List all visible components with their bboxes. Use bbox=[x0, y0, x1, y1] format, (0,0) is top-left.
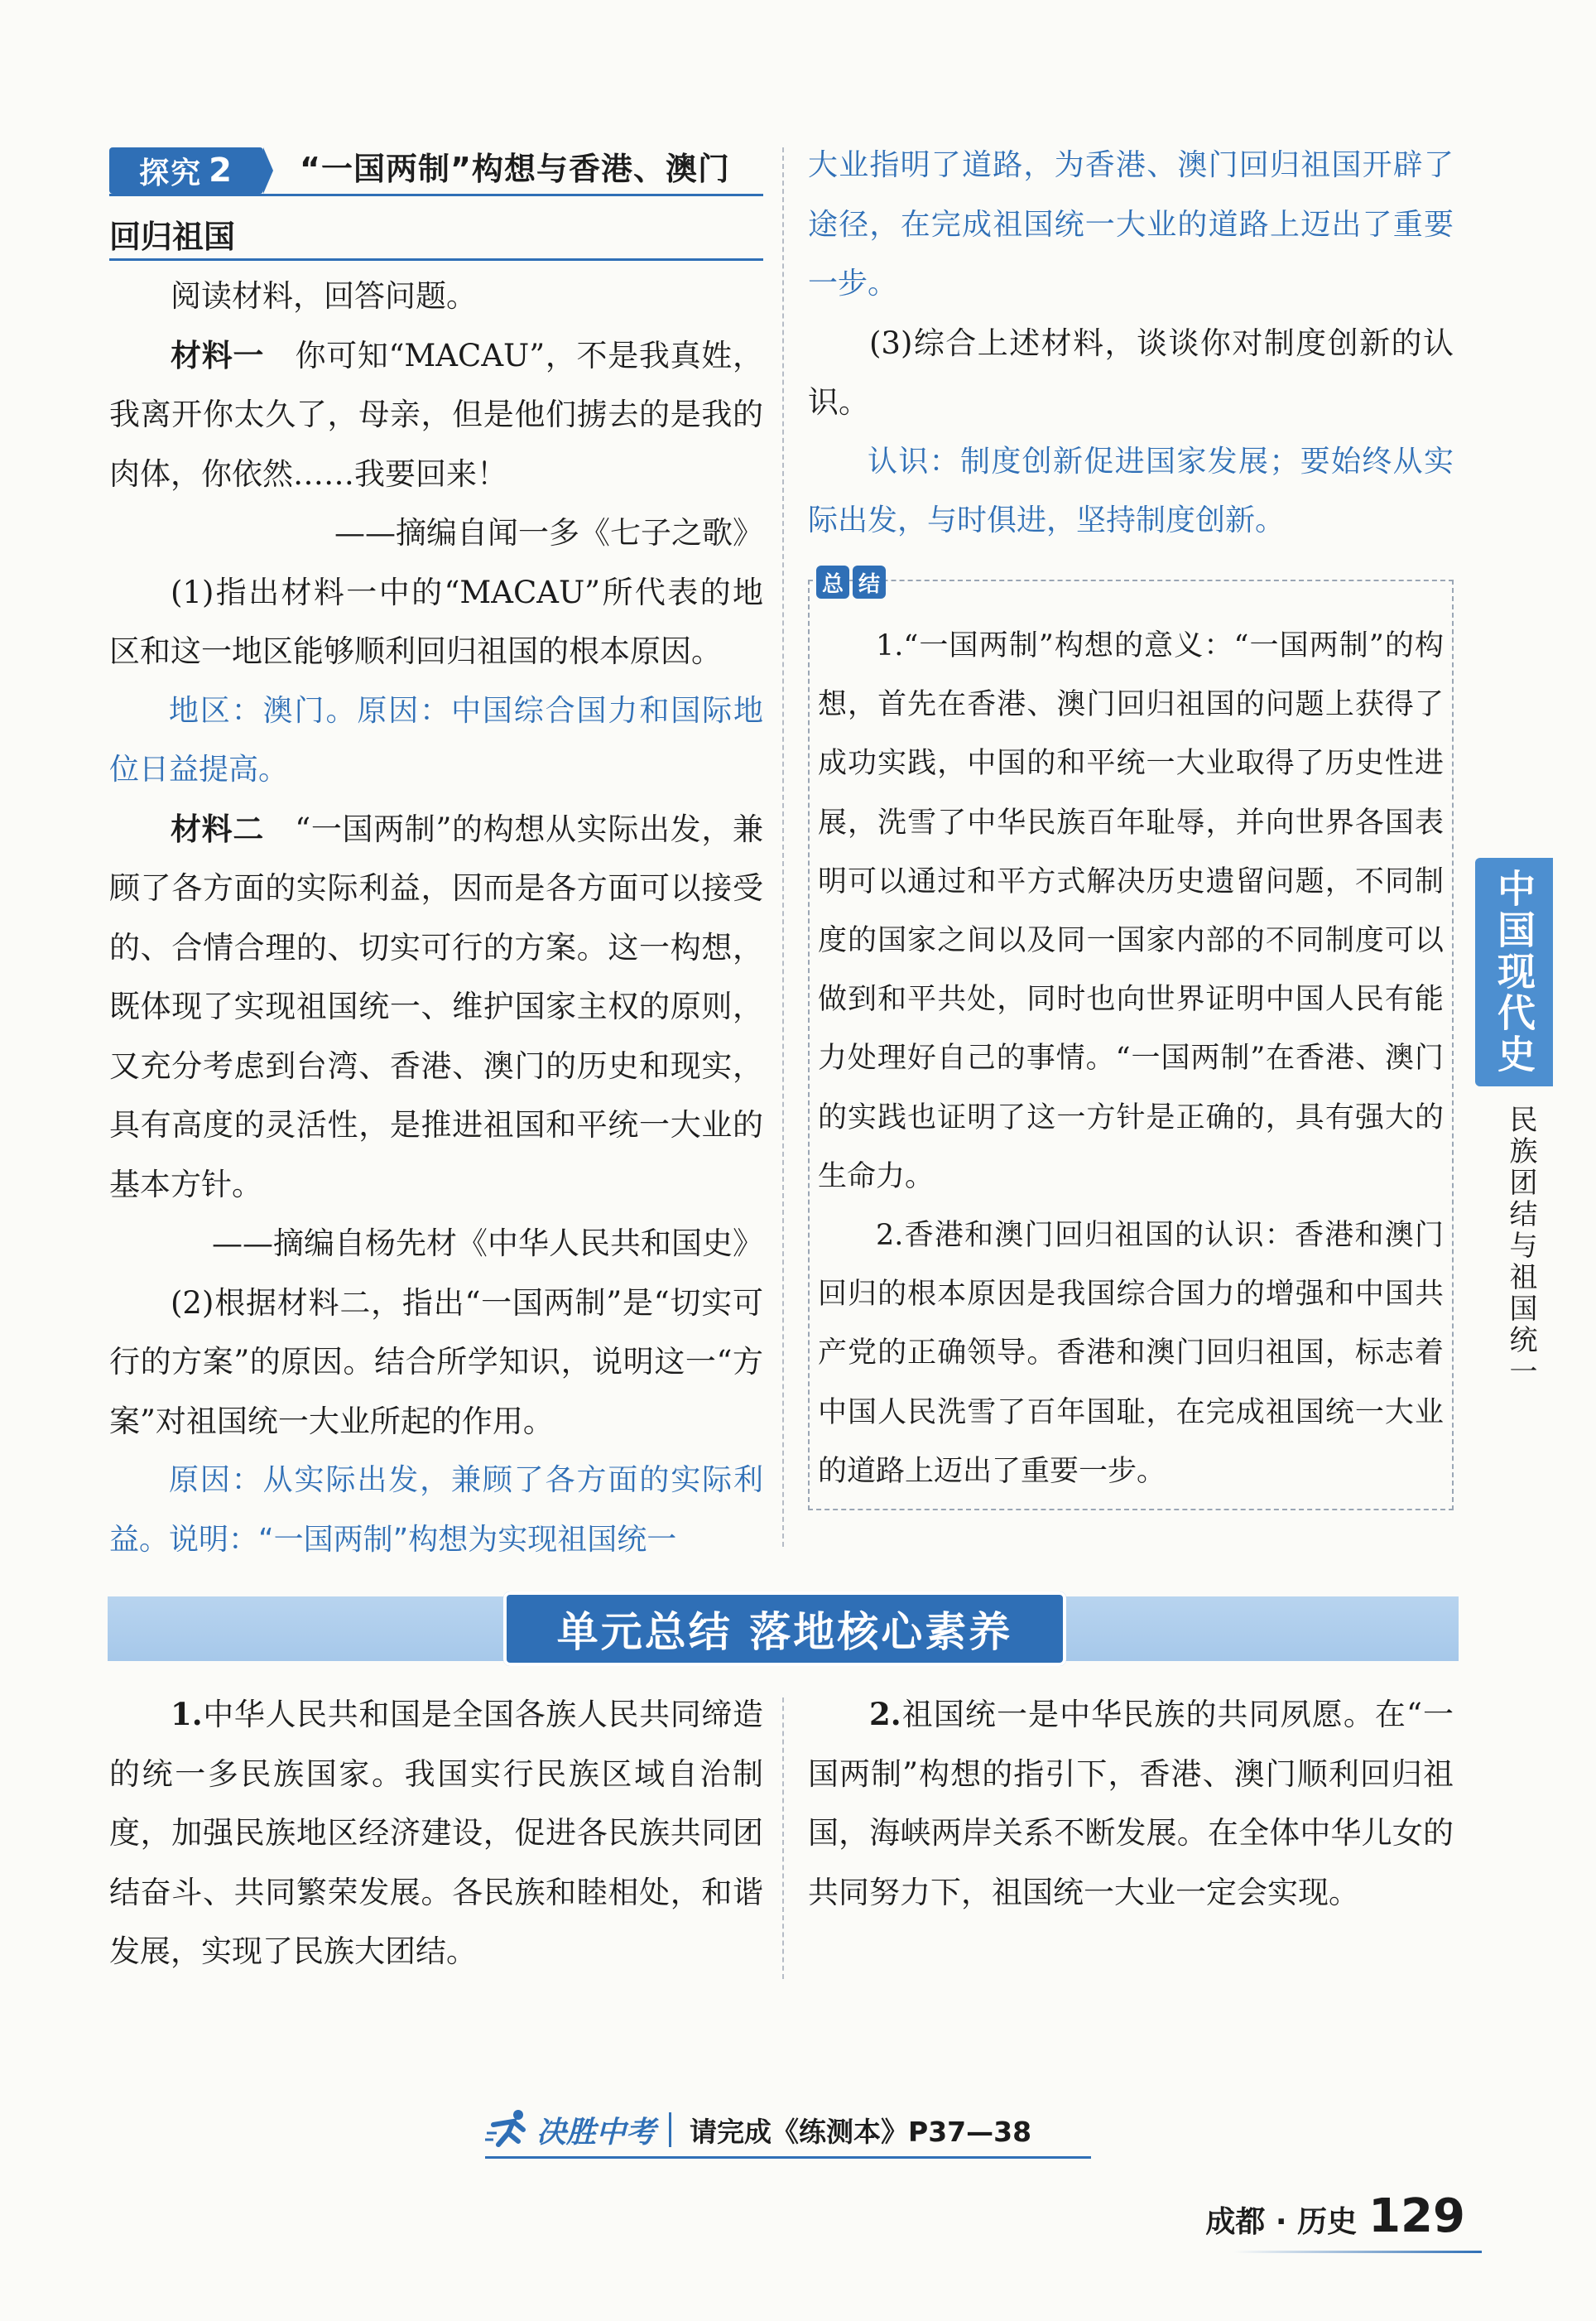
footer-brand: 决胜中考 bbox=[536, 2115, 656, 2150]
summary-item-1: 1.“一国两制”构想的意义：“一国两制”的构想，首先在香港、澳门回归祖国的问题上获得了成功实践，中国的和平统一大业取得了历史性进展，洗雪了中华民族百年耻辱，并向世界各国表明可以通过和平方式解决历史遗留问题，不同制度的国家之间以及同一国家内部的不同制度可以做到和平共处，同时也向世界证明中国人民有能力处理好自己的事情。“一国两制”在香港、澳门的实践也证明了这一方针是正确的，具有强大的生命力。 bbox=[818, 629, 1444, 1193]
answer-2: 原因：从实际出发，兼顾了各方面的实际利益。说明：“一国两制”构想为实现祖国统一 bbox=[109, 1463, 763, 1557]
material-1-label: 材料一 bbox=[171, 336, 265, 373]
region-subject: 成都 · 历史 bbox=[1205, 2205, 1358, 2239]
unit-summary-text-1: 中华人民共和国是全国各族人民共同缔造的统一多民族国家。我国实行民族区域自治制度，加强民族地区经济建设，促进各民族共同团结奋斗、共同繁荣发展。各民族和睦相处，和谐发展，实现了民族大团结。 bbox=[109, 1697, 763, 1969]
material-2 bbox=[109, 800, 763, 1215]
summary-item-2: 2.香港和澳门回归祖国的认识：香港和澳门回归的根本原因是我国综合国力的增强和中国共产党的正确领导。香港和澳门回归祖国，标志着中国人民洗雪了百年国耻，在完成祖国统一大业的道路上迈出了重要一步。 bbox=[818, 1219, 1444, 1488]
unit-banner-title: 单元总结 落地核心素养 bbox=[503, 1591, 1066, 1666]
section-tag-label: 探究 bbox=[139, 156, 203, 190]
title-rule-1 bbox=[109, 194, 763, 196]
unit-summary-text-2: 祖国统一是中华民族的共同夙愿。在“一国两制”构想的指引下，香港、澳门顺利回归祖国，海峡两岸关系不断发展。在全体中华儿女的共同努力下，祖国统一大业一定会实现。 bbox=[808, 1697, 1454, 1910]
unit-summary-num-2: 2. bbox=[869, 1696, 901, 1732]
side-tab-title: 中国现代史 bbox=[1475, 858, 1553, 1086]
answer-1: 地区：澳门。原因：中国综合国力和国际地位日益提高。 bbox=[109, 693, 763, 787]
unit-summary-divider bbox=[782, 1697, 784, 1979]
section-title-line2: 回归祖国 bbox=[109, 219, 236, 255]
section-title-line1: “一国两制”构想与香港、澳门 bbox=[300, 151, 730, 187]
instruction: 阅读材料，回答问题。 bbox=[171, 278, 477, 314]
material-2-label: 材料二 bbox=[171, 810, 264, 847]
unit-summary-left bbox=[109, 1685, 763, 1982]
material-1-text: 你可知“MACAU”，不是我真姓，我离开你太久了，母亲，但是他们掳去的是我的肉体，你依然……我要回来！ bbox=[109, 337, 763, 492]
question-1: (1)指出材料一中的“MACAU”所代表的地区和这一地区能够顺利回归祖国的根本原因。 bbox=[109, 574, 763, 669]
section-tag bbox=[109, 147, 263, 194]
material-1-source: ——摘编自闻一多《七子之歌》 bbox=[334, 515, 763, 551]
title-rule-2 bbox=[109, 258, 763, 261]
unit-summary-item-2 bbox=[808, 1685, 1454, 1922]
unit-summary-num-1: 1. bbox=[171, 1696, 203, 1732]
answer-3: 认识：制度创新促进国家发展；要始终从实际出发，与时俱进，坚持制度创新。 bbox=[808, 444, 1454, 537]
summary-text bbox=[818, 617, 1444, 1501]
unit-summary-item-1 bbox=[109, 1685, 763, 1982]
side-tab-subtitle: 民族团结与祖国统一 bbox=[1504, 1105, 1537, 1388]
question-2: (2)根据材料二，指出“一国两制”是“切实可行的方案”的原因。结合所学知识，说明这一“方案”对祖国统一大业所起的作用。 bbox=[109, 1284, 763, 1439]
page-info bbox=[1205, 2189, 1465, 2243]
material-2-text: “一国两制”的构想从实际出发，兼顾了各方面的实际利益，因而是各方面可以接受的、合情合理的、切实可行的方案。这一构想，既体现了实现祖国统一、维护国家主权的原则，又充分考虑到台湾、香港、澳门的历史和现实，具有高度的灵活性，是推进祖国和平统一大业的基本方针。 bbox=[109, 811, 763, 1202]
section-tag-tail bbox=[263, 147, 273, 194]
footer-divider bbox=[669, 2112, 671, 2147]
page-number: 129 bbox=[1368, 2189, 1465, 2243]
answer-2-continued: 大业指明了道路，为香港、澳门回归祖国开辟了途径，在完成祖国统一大业的道路上迈出了重要一步。 bbox=[808, 148, 1454, 301]
right-column bbox=[808, 136, 1454, 551]
footer-note: 请完成《练测本》P37—38 bbox=[690, 2115, 1032, 2148]
left-column bbox=[109, 267, 763, 1569]
summary-tag-char-2: 结 bbox=[853, 566, 886, 599]
page-info-line bbox=[1233, 2251, 1482, 2253]
summary-tag-char-1: 总 bbox=[816, 566, 849, 599]
question-3: (3)综合上述材料，谈谈你对制度创新的认识。 bbox=[808, 325, 1454, 420]
material-1 bbox=[109, 326, 763, 504]
unit-summary-right bbox=[808, 1685, 1454, 1922]
column-divider bbox=[782, 147, 784, 1547]
material-2-source: ——摘编自杨先材《中华人民共和国史》 bbox=[212, 1226, 763, 1261]
section-tag-number: 2 bbox=[209, 152, 233, 190]
footer-line bbox=[485, 2156, 1091, 2159]
footer-brand-area bbox=[485, 2105, 1031, 2155]
summary-tag bbox=[816, 566, 886, 599]
runner-icon bbox=[485, 2108, 531, 2151]
